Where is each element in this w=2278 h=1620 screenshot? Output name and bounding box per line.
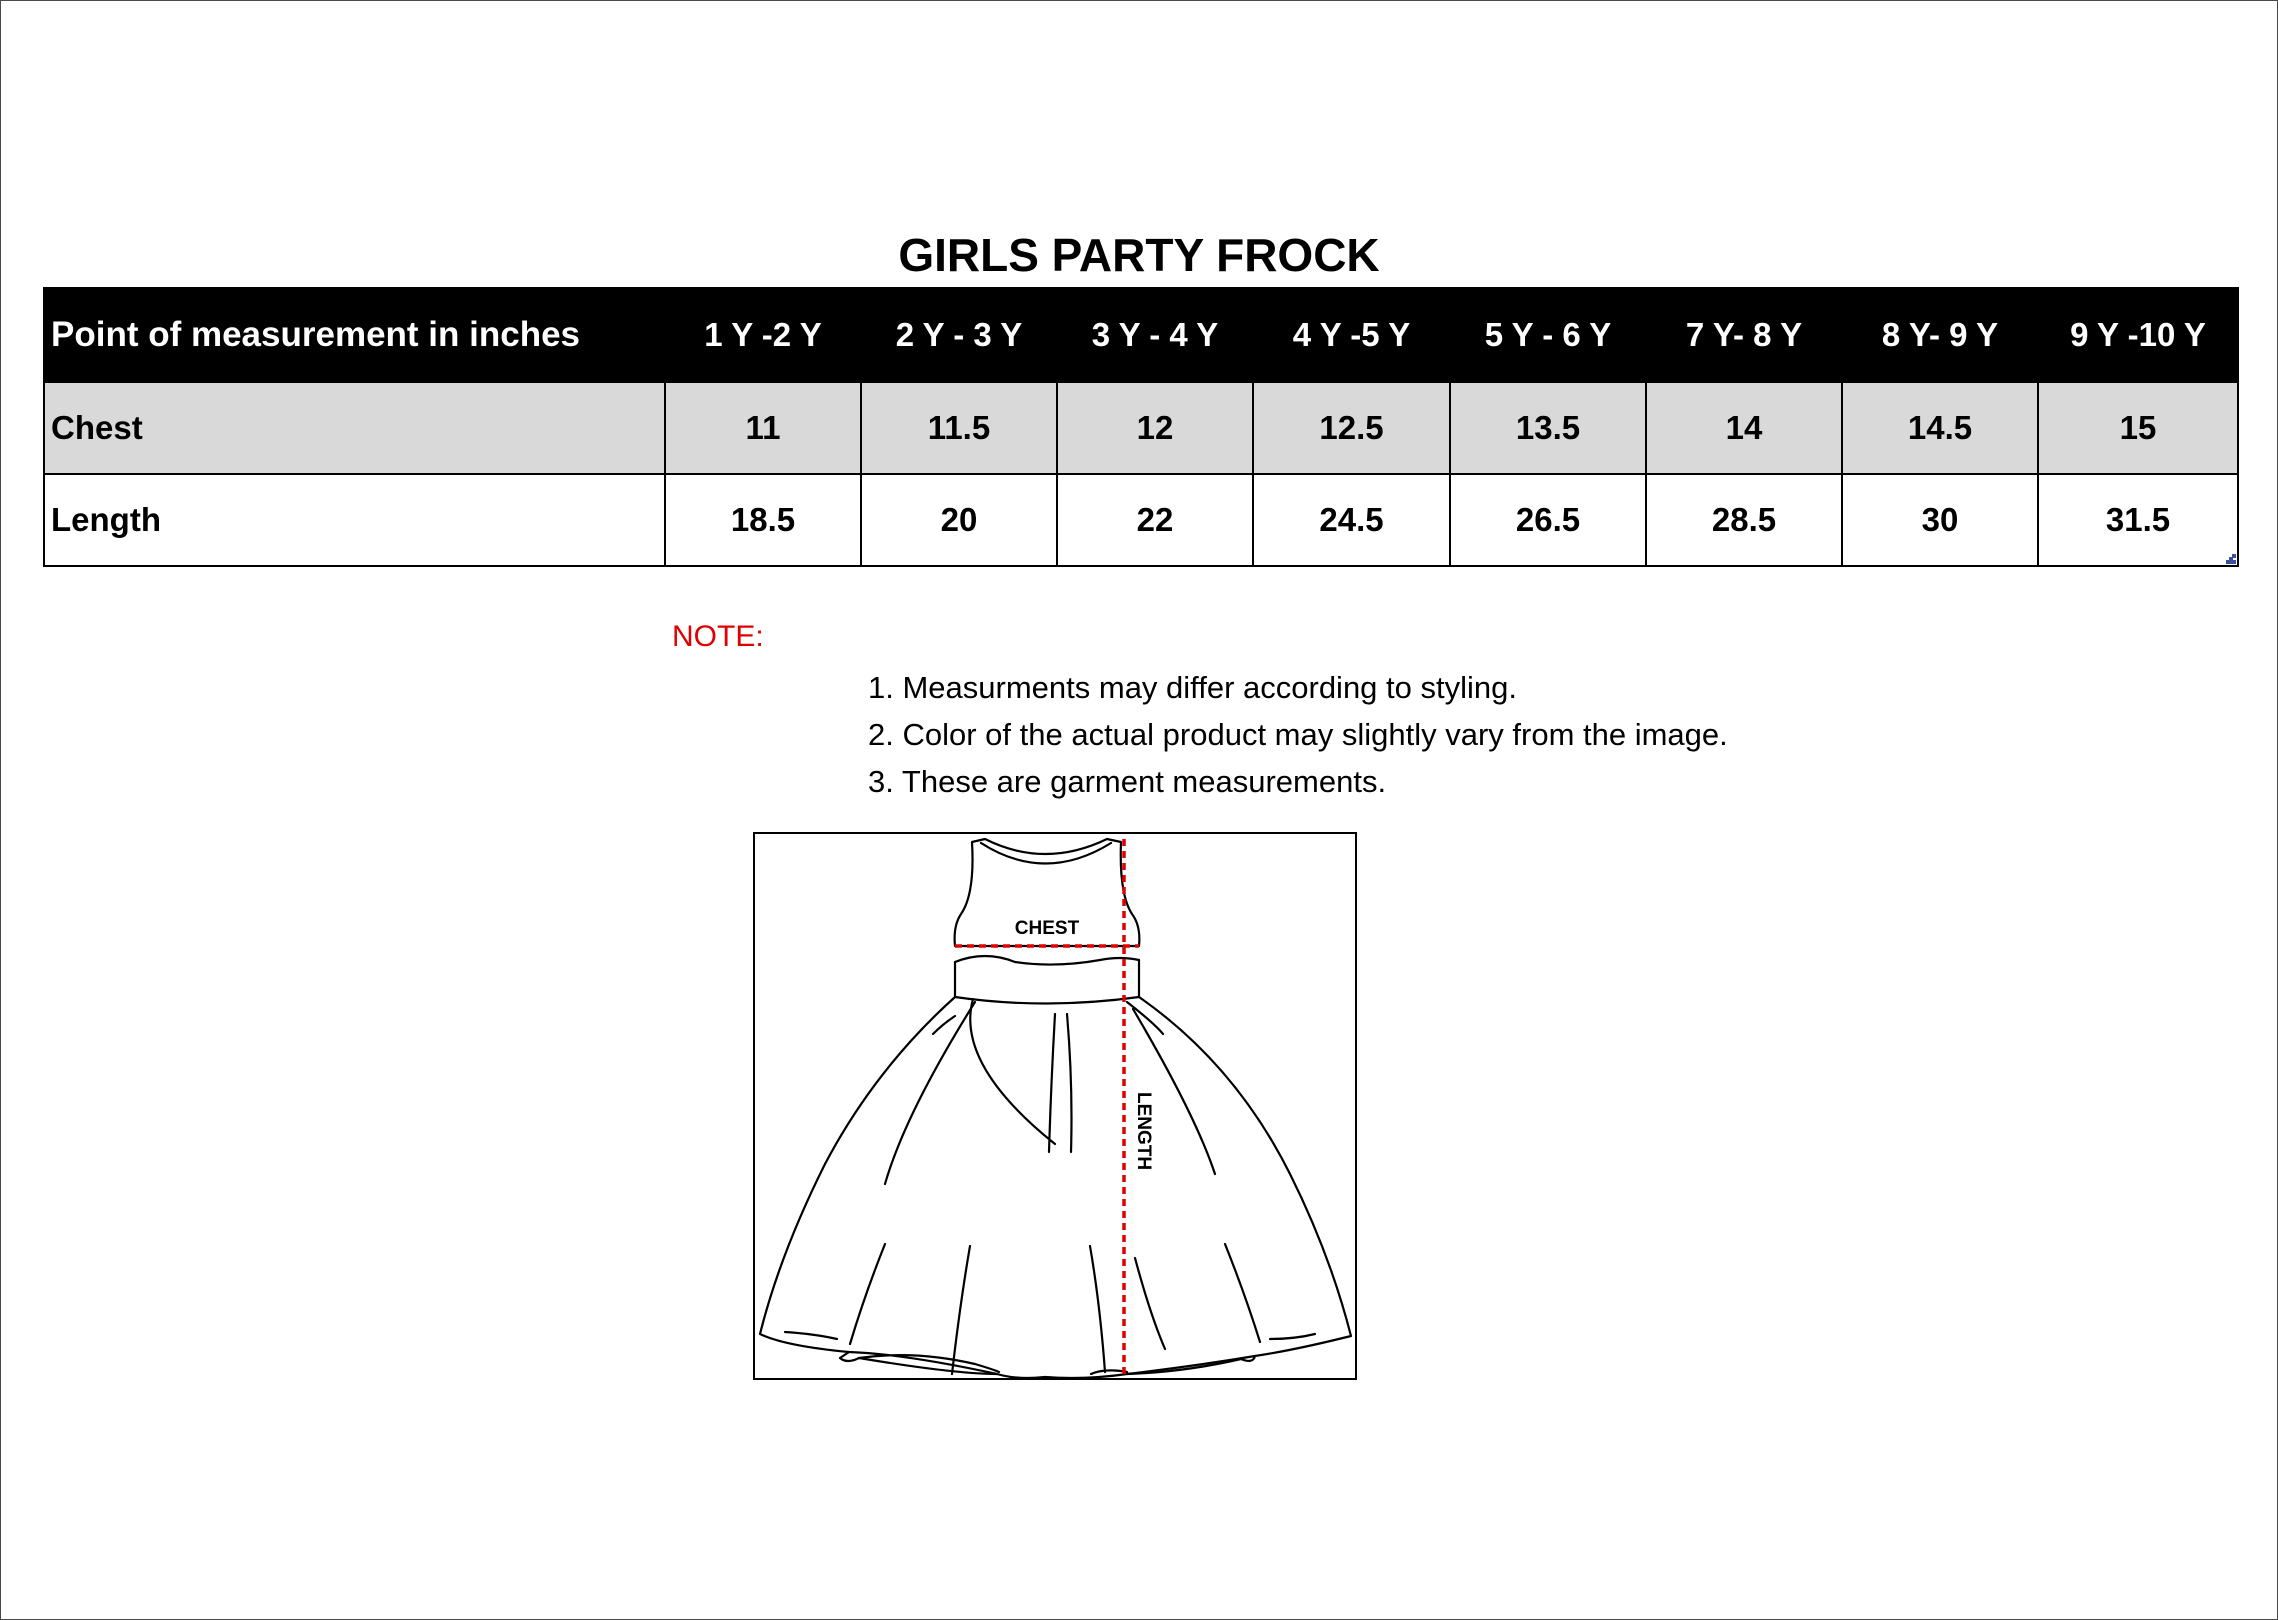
table-cell: 14.5 xyxy=(1842,382,2038,474)
table-cell: 12.5 xyxy=(1253,382,1450,474)
page-title: GIRLS PARTY FROCK xyxy=(898,229,1380,281)
header-size: 5 Y - 6 Y xyxy=(1450,288,1646,382)
table-cell: 22 xyxy=(1057,474,1253,566)
frock-measurement-diagram xyxy=(753,832,1357,1380)
header-size: 1 Y -2 Y xyxy=(665,288,861,382)
table-cell: 18.5 xyxy=(665,474,861,566)
note-item: 2. Color of the actual product may slightly vary from the image. xyxy=(868,717,1728,752)
header-size: 4 Y -5 Y xyxy=(1253,288,1450,382)
table-cell: 26.5 xyxy=(1450,474,1646,566)
note-list xyxy=(868,664,1728,805)
note-item: 1. Measurments may differ according to styling. xyxy=(868,670,1517,705)
selection-handle-icon xyxy=(2226,554,2236,564)
diagram-labels xyxy=(755,834,1355,1378)
header-size: 9 Y -10 Y xyxy=(2038,288,2238,382)
size-chart-table xyxy=(43,287,2239,567)
table-cell: 11 xyxy=(665,382,861,474)
row-label: Length xyxy=(44,474,665,566)
table-cell: 12 xyxy=(1057,382,1253,474)
chest-label: CHEST xyxy=(1014,918,1080,939)
header-measurement-label: Point of measurement in inches xyxy=(44,288,665,382)
length-label: LENGTH xyxy=(1133,1092,1154,1171)
table-cell: 28.5 xyxy=(1646,474,1842,566)
note-label: NOTE: xyxy=(672,620,764,653)
table-cell: 13.5 xyxy=(1450,382,1646,474)
header-size: 2 Y - 3 Y xyxy=(861,288,1057,382)
table-row-length xyxy=(44,474,2238,566)
header-size: 3 Y - 4 Y xyxy=(1057,288,1253,382)
table-cell: 15 xyxy=(2038,382,2238,474)
table-cell: 30 xyxy=(1842,474,2038,566)
table-cell: 31.5 xyxy=(2038,474,2238,566)
table-cell: 11.5 xyxy=(861,382,1057,474)
table-header-row xyxy=(44,288,2238,382)
table-cell: 20 xyxy=(861,474,1057,566)
note-item: 3. These are garment measurements. xyxy=(868,764,1387,799)
table-row-chest xyxy=(44,382,2238,474)
header-size: 8 Y- 9 Y xyxy=(1842,288,2038,382)
row-label: Chest xyxy=(44,382,665,474)
table-cell: 14 xyxy=(1646,382,1842,474)
header-size: 7 Y- 8 Y xyxy=(1646,288,1842,382)
table-cell: 24.5 xyxy=(1253,474,1450,566)
